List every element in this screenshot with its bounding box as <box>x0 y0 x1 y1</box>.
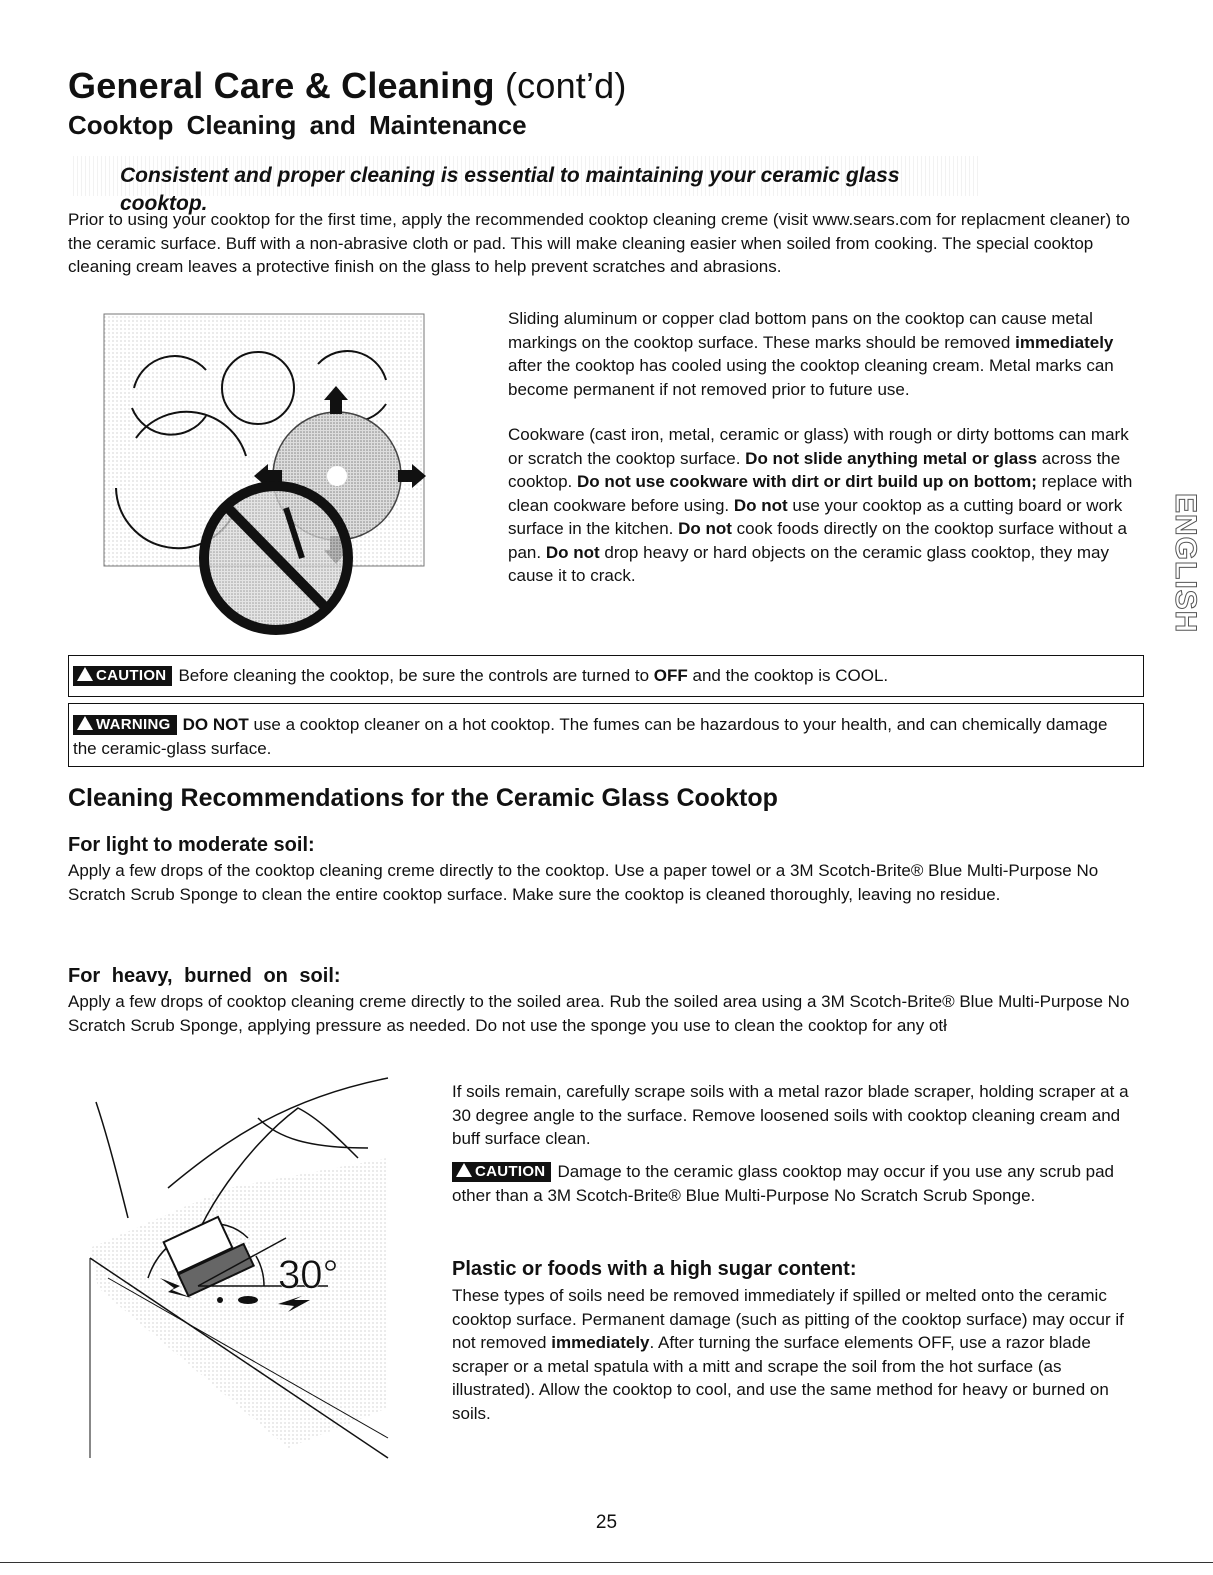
warning-badge <box>73 715 177 735</box>
cookware-j: Do not <box>545 542 600 562</box>
sliding-c: after the cooktop has cooled using the cooktop cleaning cream. Metal marks can become permanent if not removed prior to future use. <box>508 356 1114 399</box>
page-number: 25 <box>595 1512 618 1533</box>
caution-text-c: and the cooktop is COOL. <box>687 666 889 685</box>
caution-text-a: Before cleaning the cooktop, be sure the controls are turned to <box>178 666 654 685</box>
caution-badge-text: CAUTION <box>475 1163 546 1180</box>
sugar-heading: Plastic or foods with a high sugar content: <box>452 1258 857 1280</box>
cookware-k: drop heavy or hard objects on the ceramic glass cooktop, they may cause it to crack. <box>508 542 1109 585</box>
warning-text: use a cooktop cleaner on a hot cooktop. The fumes can be hazardous to your health, and can chemically damage the ceramic-glass surface. <box>73 715 1108 758</box>
heavy-soil-heading: For heavy, burned on soil: <box>68 965 341 987</box>
side-tab-text: ENGLISH <box>1169 493 1202 634</box>
cookware-h: Do not <box>678 519 732 538</box>
page-title-main: General Care & Cleaning <box>68 65 495 106</box>
warning-do-not: DO NOT <box>182 715 249 734</box>
caution-badge <box>73 666 172 686</box>
cooktop-no-slide-illustration <box>96 308 436 648</box>
cookware-g: use your cooktop as a cutting board or work surface in the kitchen. <box>508 495 1123 538</box>
right-column <box>508 307 1148 588</box>
warning-triangle-icon <box>456 1163 472 1177</box>
caution-badge-text: CAUTION <box>96 667 167 684</box>
scraper-30-degree-illustration <box>88 1078 418 1458</box>
sliding-pans-paragraph <box>508 307 1148 401</box>
sugar-c: . After turning the surface elements OFF, use a razor blade scraper or a metal spatula with a mitt and scrape the soil from the hot surface (as illustrated). Allow the cooktop to cool, and use the same method for heavy or burned on soils. <box>452 1333 1109 1423</box>
cookware-c: across the cooktop. <box>508 448 1121 491</box>
page-title <box>68 64 627 108</box>
scrape-text: If soils remain, carefully scrape soils with a metal razor blade scraper, holding scraper at a 30 degree angle to the surface. Remove loosened soils with cooktop cleaning cream and buff surface clean. <box>452 1082 1129 1148</box>
warning-notice-hot-cooktop <box>68 703 1144 767</box>
sliding-a: Sliding aluminum or copper clad bottom pans on the cooktop can cause metal markings on the cooktop surface. These marks should be removed <box>508 309 1093 352</box>
cookware-a: Cookware (cast iron, metal, ceramic or glass) with rough or dirty bottoms can mark or scratch the cooktop surface. <box>508 425 1129 468</box>
cookware-i: cook foods directly on the cooktop surface without a pan. <box>508 519 1127 562</box>
cookware-d: Do not use cookware with dirt or dirt build up on bottom; <box>577 472 1037 491</box>
light-soil-text: Apply a few drops of the cooktop cleaning creme directly to the cooktop. Use a paper towel or a 3M Scotch-Brite® Blue Multi-Purpose No Scratch Scrub Sponge to clean the entire cooktop surface. Make sure the cooktop is cleaned thoroughly, leaving no residue. <box>68 861 1099 904</box>
caution-badge <box>452 1162 551 1182</box>
section-subtitle: Cooktop Cleaning and Maintenance <box>68 110 527 140</box>
cookware-paragraph <box>508 423 1148 588</box>
cookware-f: Do not <box>733 495 788 515</box>
intro-paragraph: Prior to using your cooktop for the first time, apply the recommended cooktop cleaning creme (visit www.sears.com for replacment cleaner) to the ceramic surface. Buff with a non-abrasive cloth or pad. This will make cleaning easier when soiled from cooking. The special cooktop cleaning cream leaves a protective finish on the glass to help prevent scratches and abrasions. <box>68 210 1131 276</box>
emphasis-banner <box>70 156 980 215</box>
caution-notice-scrub-pad <box>452 1160 1142 1207</box>
sliding-emphasis: immediately <box>1015 332 1114 352</box>
light-soil-heading: For light to moderate soil: <box>68 834 315 856</box>
banner-text: Consistent and proper cleaning is essential to maintaining your ceramic glass cooktop. <box>120 164 900 215</box>
sugar-immediately: immediately <box>551 1333 650 1352</box>
angle-label: 30° <box>278 1253 339 1297</box>
cookware-e: replace with clean cookware before using. <box>508 472 1133 515</box>
warning-triangle-icon <box>77 667 93 681</box>
language-side-tab <box>1162 493 1204 718</box>
sugar-text <box>452 1284 1142 1425</box>
warning-badge-text: WARNING <box>96 716 171 733</box>
warning-triangle-icon <box>77 716 93 730</box>
caution-notice-cooktop-off <box>68 655 1144 697</box>
caution-scrub-text: Damage to the ceramic glass cooktop may occur if you use any scrub pad other than a 3M Scotch-Brite® Blue Multi-Purpose No Scratch Scrub Sponge. <box>452 1162 1114 1205</box>
cookware-b: Do not slide anything metal or glass <box>745 448 1038 468</box>
footer-rule <box>0 1562 1213 1563</box>
heavy-soil-text: Apply a few drops of cooktop cleaning creme directly to the soiled area. Rub the soiled area using a 3M Scotch-Brite® Blue Multi-Purpose No Scratch Scrub Sponge, applying pressure as needed. Do not use the sponge you use to clean the cooktop for any otł <box>68 992 1130 1035</box>
sugar-a: These types of soils need be removed immediately if spilled or melted onto the ceramic cooktop surface. Permanent damage (such as pitting of the cooktop surface) may occur if not removed <box>452 1286 1124 1352</box>
recommendations-heading: Cleaning Recommendations for the Ceramic Glass Cooktop <box>68 784 778 812</box>
page-title-contd: (cont’d) <box>504 65 627 106</box>
caution-off: OFF <box>653 666 688 685</box>
